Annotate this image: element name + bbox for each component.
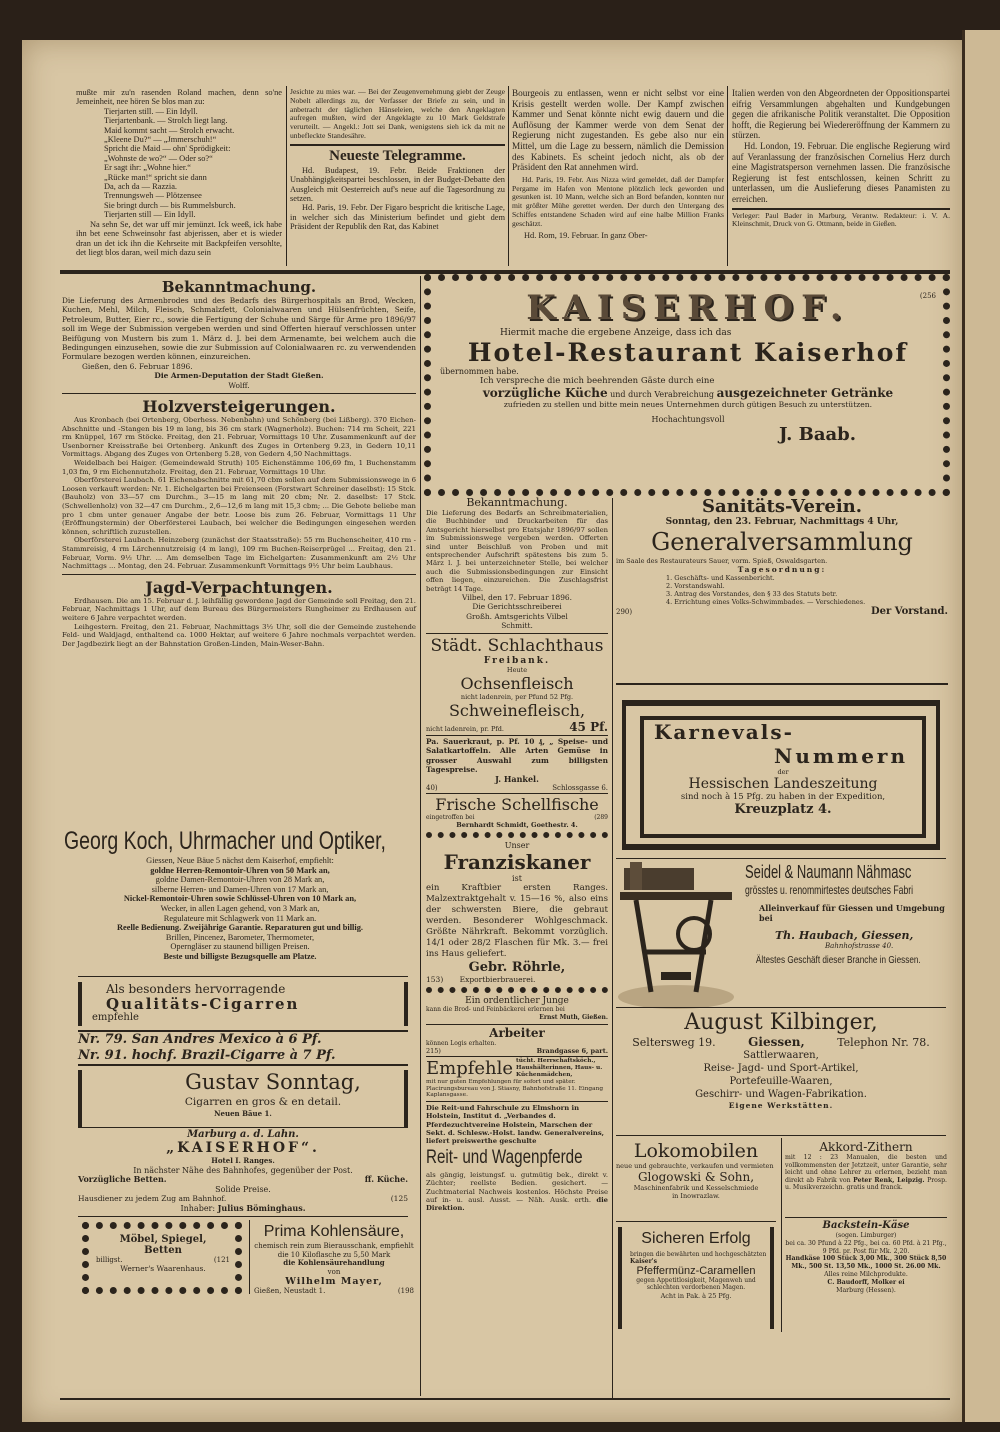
poem-line: Spricht die Maid — ohn' Sprödigkeit:	[104, 144, 231, 154]
poem	[76, 107, 282, 220]
ad-line: goldne Damen-Remontoir-Uhren von 28 Mark an,	[155, 875, 325, 885]
ad-text: die Kohlensäurehandlung	[283, 1258, 385, 1268]
ad-line: Portefeuille-Waaren,	[729, 1076, 833, 1087]
seidel-naumann-ad	[745, 862, 950, 966]
notice-date: Vilbel, den 17. Februar 1896.	[462, 593, 572, 603]
ad-text: Ich verspreche die mich beehrenden Gäste durch eine	[480, 376, 715, 386]
news-column-4	[732, 88, 950, 229]
ad-text: ff. Küche.	[364, 1174, 408, 1184]
ad-text: Die Reit-und Fahrschule zu Elmshorn in Holstein, Institut d. „Verbandes d. Pferdezuchtvereine Holstein, Marschen der Sekt. d. Schlesw.-Holst. landw. Generalvereins, liefert preiswerthe geschulte	[426, 1104, 605, 1145]
ad-owner: Julius Böminghaus.	[217, 1202, 306, 1213]
ad-title: Karnevals-	[654, 720, 794, 744]
ad-text: ein Kraftbier ersten Ranges. Malzextraktgehalt v. 15—16 %, also eins der schwersten Biere, die gebraut werden. Besonderer Wohlgeschmack. Größte Nährkraft. Bekommt vorzüglich. 14/1 oder 28/2 Flaschen für Mk. 3.— frei ins Haus geliefert.	[426, 883, 608, 960]
ad-line: Reise- Jagd- und Sport-Artikel,	[703, 1063, 859, 1074]
ad-product: Ochsenfleisch	[460, 673, 574, 693]
ad-text: (sogen. Limburger)	[835, 1232, 897, 1239]
ad-name: C. Baudorff, Molker ei	[827, 1278, 905, 1286]
notice-signature: Die Armen-Deputation der Stadt Gießen.	[154, 371, 324, 381]
news-column-2	[290, 88, 505, 232]
ad-text: Als besonders hervorragende	[106, 982, 286, 996]
ad-title: August Kilbinger,	[684, 1010, 878, 1035]
news-column-3	[512, 88, 724, 240]
notice-body: Die Lieferung des Bedarfs an Schreibmaterialien, die Buchbinder und Druckarbeiten für das Amtsgericht hierselbst pro Etatsjahr 1896/97 sollen im Submissionswege vergeben werden. Offerten sind unter Beischluß von Proben und mit entsprechender Aufschrift spätestens bis zum 5. März l. J. bei unterzeichneter Stelle, bei welcher auch die Submissionsbedingungen zur Einsicht offen liegen, einzureichen. Die Zuschlagsfrist beträgt 14 Tage.	[426, 509, 608, 593]
ad-title: Sicheren Erfolg	[641, 1230, 751, 1247]
ad-line: Beste und billigste Bezugsquelle am Platze.	[163, 951, 317, 961]
ad-text: Hausdiener zu jedem Zug am Bahnhof.	[78, 1194, 227, 1203]
ad-text: Werner's Waarenhaus.	[120, 1264, 206, 1273]
ad-text: ausgezeichneter Getränke	[716, 386, 894, 400]
ad-text: Prosp. u. Musikverzeichn. gratis und franck.	[785, 1176, 948, 1192]
ad-text: Exportbierbrauerei.	[459, 975, 536, 985]
kaese-ad	[785, 1220, 947, 1294]
ad-text: gegen Appetitlosigkeit, Magenweh und schlechten verdorbenen Magen.	[636, 1277, 756, 1292]
notice-signature: Die Gerichtsschreiberei	[472, 602, 562, 612]
ad-title: Qualitäts-Cigarren	[106, 995, 300, 1013]
ad-line: Nickel-Remontoir-Uhren sowie Schlüssel-Uhren von 10 Mark an,	[123, 894, 357, 904]
ad-subtitle: Generalversammlung	[651, 528, 913, 556]
ad-title: Betten	[144, 1245, 182, 1256]
ad-title: Prima Kohlensäure,	[263, 1223, 405, 1240]
news-text: Hd. Paris, 19. Febr. Aus Nizza wird gemeldet, daß der Dampfer Pergame im Hafen von Mentone plötzlich leck geworden und gesunken ist. 10 Mann, welche sich an Bord befanden, konnten nur mit größter Mühe gerettet werden. Der durch den Untergang des Schiffes entstandene Schaden wird auf eine halbe Million Franks geschätzt.	[512, 174, 724, 228]
ad-price: nicht ladenrein, per Pfund 52 Pfg.	[460, 692, 574, 701]
notice-signature: Großh. Amtsgerichts Vilbel	[466, 611, 568, 621]
next-page-edge	[962, 30, 1000, 1422]
ad-text: Handkäse 100 Stück 3,00 Mk., 300 Stück 8,50 Mk., 500 St. 13,50 Mk., 1000 St. 26.00 Mk.	[785, 1255, 947, 1271]
ad-address: Gießen, Neustadt 1.	[254, 1287, 326, 1296]
ad-address: Marburg (Hessen).	[836, 1286, 896, 1294]
poem-line: Trennungsweh — Plötzensee	[104, 191, 202, 201]
ad-text: Alleinverkauf für Giessen und Umgebung bei	[759, 903, 945, 923]
poem-line: Tierjarten still. — Ein Idyll.	[104, 106, 198, 116]
ad-signature: die Direktion.	[426, 1195, 608, 1212]
kohlensaeure-ad	[254, 1222, 414, 1296]
ad-text: übernommen habe.	[440, 367, 519, 376]
ad-text: Hochachtungsvoll	[651, 415, 725, 424]
ad-text: Alles reine Milchprodukte.	[824, 1270, 908, 1278]
notice-title: Bekanntmachung.	[161, 278, 317, 296]
ad-address: Schlossgasse 6.	[552, 784, 608, 793]
ad-text: zufrieden zu stellen und bitte mein neues Unternehmen durch gütigen Besuch zu unterstützen.	[503, 400, 873, 409]
ad-title: Städt. Schlachthaus	[430, 635, 604, 656]
ad-text: Eigene Werkstätten.	[728, 1101, 834, 1110]
ad-title: Arbeiter	[489, 1025, 545, 1040]
moebel-ad	[96, 1234, 230, 1273]
hunting-lease-entry: Erdhausen. Die am 15. Februar d. J. leihfällig gewordene Jagd der Gemeinde soll Freitag, den 21. Februar, Nachmittags 1 Uhr, auf dem Bureau des Bürgermeisters Rungheimer zu Erdhausen auf weitere 6 Jahre verpachtet werden.	[62, 596, 416, 622]
ad-number: 40)	[426, 784, 438, 793]
ad-address: Bahnhofstrasse 40.	[825, 942, 894, 950]
ad-name: Glogowski & Sohn,	[637, 1170, 755, 1184]
ad-text: neue und gebrauchte, verkaufen und vermieten	[616, 1162, 774, 1170]
poem-line: „Kleene Du?“ — „Jmmerschuh!“	[104, 135, 217, 145]
ad-title: Franziskaner	[443, 850, 591, 875]
ad-text: empfehle	[92, 1012, 139, 1023]
ad-number: (121	[213, 1256, 230, 1264]
ad-title: Reit- und Wagenpferde	[426, 1147, 583, 1169]
ad-price: 45 Pf.	[569, 719, 608, 734]
wood-auction-entry: Aus Kronbach (bei Ortenberg, Oberhess. Nebenbahn) und Schönberg (bei Lißberg). 370 Eichen-Abschnitte und -Stangen bis 19 m lang, bis 36 cm stark (Wagnerholz). Buchen: 714 rm Scheit, 221 rm Knüppel, 167 rm Stöcke. Freitag, den 21. Februar, Vormittags 10 Uhr. Zusammenkunft auf der Usenborner Kreisstraße bei Ortenberg. Ankunft des Zuges in Ortenberg 9.23, in Gedern 10,11 Vormittags. Abgang des Zuges von Ortenberg 5.28, von Gedern 4,50 Nachmittags.	[62, 416, 416, 459]
middle-ads-column	[426, 496, 608, 1212]
poem-line: Tierjartenbank. — Strolch liegt lang.	[104, 116, 228, 126]
ad-city: Giessen,	[748, 1035, 805, 1049]
koch-ad	[64, 826, 416, 962]
ad-text: Heute	[506, 665, 528, 674]
ad-title: Sanitäts-Verein.	[701, 496, 863, 517]
poem-line: Sie bringt durch — bis Rummelsburch.	[104, 200, 236, 210]
news-text: mußte mir zu'n rasenden Roland machen, denn so'ne Jemeinheit, nee hören Se blos man zu:	[76, 88, 282, 107]
ad-subtitle: grösstes u. renommirtestes deutsches Fabri	[745, 883, 914, 897]
wood-auction-list	[62, 416, 416, 571]
cigar-offer: Nr. 79. San Andres Mexico à 6 Pf.	[78, 1032, 322, 1047]
ad-title: Empfehle	[426, 1057, 514, 1079]
ad-text: Inhaber:	[180, 1203, 216, 1213]
ad-name: J. Hankel.	[495, 774, 539, 785]
sewing-machine-illustration	[616, 862, 741, 1012]
ad-line: Geschirr- und Wagen-Fabrikation.	[695, 1089, 867, 1100]
ad-phone: Telephon Nr. 78.	[837, 1036, 930, 1049]
ad-text: Hotel I. Ranges.	[211, 1156, 275, 1165]
ad-title: Georg Koch, Uhrmacher und Optiker,	[64, 827, 386, 855]
ad-text: im Saale des Restaurateurs Sauer, vorm. Spieß, Oswaldsgarten.	[616, 557, 828, 565]
ad-address: Kreuzplatz 4.	[734, 802, 832, 817]
cigar-offer: Nr. 91. hochf. Brazil-Cigarre à 7 Pf.	[78, 1048, 336, 1063]
ad-number: 290)	[616, 608, 633, 616]
ad-text: bringen die bewährten und hochgeschätzten	[630, 1251, 767, 1258]
ad-text: mit 12 : 23 Manualen, die besten und vollkommensten der Jetztzeit, unter Garantie, sehr leicht und ohne Lehrer zu erlernen, bezieht man direkt ab Fabrik von	[785, 1154, 947, 1184]
wood-auction-entry: Weidelbach bei Haiger. (Gemeindewald Struth) 105 Eichenstämme 106,69 fm, 1 Buchenstamm 1,03 fm, 9 rm Eichennutzholz. Freitag, den 21. Februar, Vormittags 10 Uhr.	[62, 459, 416, 476]
ad-text: In nächster Nähe des Bahnhofes, gegenüber der Post.	[133, 1165, 353, 1175]
karneval-ad	[640, 716, 926, 838]
ad-text: in Inowrazlaw.	[672, 1192, 720, 1200]
news-text: Italien werden von den Abgeordneten der Oppositionspartei eifrig Versammlungen abgehalten und Kundgebungen gegen die afrikanische Politik veranstaltet. Die Opposition hofft, die Regierung bei Wiedereröffnung der Kammern zu stürzen.	[732, 88, 950, 141]
ad-text: sind noch à 15 Pfg. zu haben in der Expedition,	[680, 792, 886, 802]
ad-text: vorzügliche Küche	[482, 386, 608, 400]
agenda-title: Tagesordnung:	[737, 565, 827, 574]
ad-text: Solide Preise.	[215, 1184, 271, 1194]
ad-brand: Kaiser's	[630, 1258, 657, 1265]
ad-text: Ältestes Geschäft dieser Branche in Giessen.	[755, 954, 921, 966]
imprint: Verleger: Paul Bader in Marburg, Verantw. Redakteur: i. V. A. Kleinschmit, Druck von G. Ottmann, beide in Gießen.	[732, 210, 950, 229]
ad-title: Ein ordentlicher Junge	[465, 996, 569, 1007]
ad-line: goldne Herren-Remontoir-Uhren von 50 Mark an,	[150, 865, 330, 875]
lokomobilen-ad	[616, 1140, 776, 1200]
ad-text: chemisch rein zum Bierausschank, empfiehlt die 10 Kiloflasche zu 5,50 Mark	[254, 1242, 414, 1259]
ad-text: Marburg a. d. Lahn.	[187, 1129, 299, 1140]
ad-title: Gustav Sonntag,	[185, 1070, 361, 1094]
hunting-lease-title: Jagd-Verpachtungen.	[145, 577, 333, 597]
ad-text: Vorzügliche Betten.	[78, 1174, 167, 1184]
ad-line: Regulateure mit Schlagwerk von 11 Mark an.	[163, 913, 317, 923]
poem-line: Er sagt ihr: „Wohne hier.“	[104, 163, 191, 173]
poem-line: „Wohnste de wo?“ — Oder so?“	[104, 153, 213, 163]
notice-title: Bekanntmachung.	[466, 496, 568, 509]
ad-title: Akkord-Zithern	[819, 1140, 913, 1154]
news-text: Bourgeois zu entlassen, wenn er nicht selbst vor eine Krisis gestellt werden wolle. Der Kampf zwischen Kammer und Senat könnte nicht ewig dauern und die Auflösung der Kammer werde von dem Senat der Regierung nicht zugestanden. Es gebe also nur ein Mittel, um die Lage zu bessern, nämlich die Demission des Kabinets. Es scheint jedoch nicht, als ob der Präsident den Rat annehmen wird.	[512, 88, 724, 173]
ad-title: KAISERHOF.	[526, 288, 850, 328]
ad-text: eingetroffen bei	[426, 814, 475, 822]
ad-subtitle: Hessischen Landeszeitung	[688, 776, 878, 792]
ad-number: (289	[594, 814, 608, 822]
ad-line: Reelle Bedienung. Zweijährige Garantie. Reparaturen gut und billig.	[117, 923, 363, 933]
notice-name: Wolff.	[228, 380, 250, 390]
ad-title: Möbel, Spiegel,	[119, 1234, 207, 1245]
ad-text: Pa. Sauerkraut, p. Pf. 10 ₰, „ Speise- und Salatkartoffeln. Alle Arten Gemüse in grosser Auswahl zum billigsten Tagespreise.	[426, 736, 608, 774]
agenda-list	[616, 574, 948, 606]
ad-text: als gängig, leistungsf. u. gutmütig bek., direkt v. Züchter; reellste Bedien. gesichert. — Zuchtmaterial Nachweis kostenlos. Höchste Preise auf in- u. ausl. Ausst. — Näh. Ausk. erth.	[426, 1171, 608, 1204]
news-text: Jesichte zu mies war. — Bei der Zeugenvernehmung giebt der Zeuge Nobelt allerdings zu, der Verfasser der Briefe zu sein, und in anbetracht der täglichen Hänseleien, welche den Angeklagten aufregen mußten, wird der Angeklagte zu 10 Mark Geldstrafe verurteilt. — Angekl.: Jott sei Dank, wenigstens sieh ick da mit ne unbefleckte Standesähre.	[290, 87, 505, 140]
cigar-offers	[78, 1030, 408, 1066]
ad-text: Unser	[504, 841, 530, 851]
left-ads-column	[62, 278, 416, 648]
sonntag-ad	[78, 1070, 408, 1128]
ad-text: Maschinenfabrik und Kesselschmiede	[633, 1184, 759, 1192]
ad-text: billigst.	[96, 1256, 123, 1264]
ad-title: Frische Schellfische	[435, 795, 599, 815]
ad-text: bei ca. 30 Pfund à 22 Pfg., bei ca. 60 Pfd. à 21 Pfg., 9 Pfd. pr. Post für Mk. 2,20.	[785, 1239, 947, 1255]
ad-text: und durch Verabreichung	[610, 390, 715, 399]
ad-address: Bernhardt Schmidt, Goethestr. 4.	[456, 821, 578, 830]
ad-price: Acht in Pak. à 25 Pfg.	[660, 1291, 732, 1300]
wood-auction-entry: Oberförsterei Laubach. 61 Eichenabschnitte mit 61,70 cbm sollen auf dem Submissionswege in 6 Loosen verkauft werden: Nr. 1. Eichelgarten bei Freienseen (Forstwart Schreiner daselbst): 15 Stck. (Bauholz) von 33—57 cm Durchm., 3—15 m lang mit 20 cbm; Nr. 2. daselbst: 17 Stck. (Schwellenholz) von 32—47 cm Durchm., 2,6—12,6 m lang mit 15,3 cbm; ... Die Gebote beliebe man pro 1 cbm unter genauer Angabe der betr. Loose bis zum 26. Februar, Vormittags 11 Uhr (Eröffnungstermin) der Oberförsterei Laubach, bei welcher die Bedingungen eingesehen werden können, schriftlich zuzustellen.	[62, 476, 416, 536]
telegrams-heading: Neueste Telegramme.	[329, 147, 466, 164]
wood-auction-entry: Oberförsterei Laubach. Heinzeberg (zunächst der Staatsstraße): 55 rm Buchenscheiter, 410 rm -Stammreisig, 4 rm Lärchennutzreisig (4 m lang), 109 rm Buchen-Reiserprügel ... Freitag, den 21. Februar, Vorm. 9½ Uhr. ... Am demselben Tage im Eichelgarten: Zusammenkunft am 2½ Uhr Nachmittags ... Montag, den 24. Februar. Zusammenkunft Vormittags 9½ Uhr beim Laubhaus.	[62, 536, 416, 571]
ad-text: Cigarren en gros & en detail.	[184, 1096, 342, 1108]
ad-text: Sonntag, den 23. Februar, Nachmittags 4 Uhr,	[665, 517, 899, 527]
ad-product: Schweinefleisch,	[448, 700, 586, 720]
ad-text: tücht. Herrschaftsköch., Haushälterinnen, Haus- u. Küchenmädchen,	[516, 1058, 603, 1078]
ad-text: der	[777, 768, 789, 776]
agenda-item: 1. Geschäfts- und Kassenbericht.	[666, 574, 775, 582]
ad-line: Brillen, Pincenez, Barometer, Thermometer,	[165, 932, 315, 942]
poem-line: Maid kommt sacht — Strolch erwacht.	[104, 125, 235, 135]
ad-signature: Der Vorstand.	[870, 606, 948, 617]
ad-subtitle: Hotel-Restaurant Kaiserhof	[467, 338, 909, 367]
ad-title: Seidel & Naumann Nähmasc	[745, 862, 912, 882]
poem-line: Tierjarten still — Ein Idyll.	[104, 210, 196, 220]
ad-line: Giessen, Neue Bäue 5 nächst dem Kaiserhof, empfiehlt:	[146, 856, 334, 865]
ad-name: Ernst Muth, Gießen.	[539, 1014, 608, 1022]
ad-title: Lokomobilen	[633, 1140, 759, 1162]
ad-text: Hiermit mache die ergebene Anzeige, dass ich das	[500, 328, 732, 338]
cigar-ad	[78, 982, 408, 1026]
ad-title: Backstein-Käse	[822, 1220, 910, 1231]
ad-address: Brandgasse 6, part.	[536, 1046, 608, 1055]
ad-name: Th. Haubach, Giessen,	[775, 929, 914, 942]
ad-name: Gebr. Röhrle,	[468, 960, 566, 976]
news-text: Hd. Rom, 19. Februar. In ganz Ober-	[524, 230, 648, 240]
news-text: Na sehn Se, det war uff mir jemünzt. Ick weeß, ick habe ihn bet eene Schweinsohr fast abjerissen, aber et is wieder dran un det ick ihn die Kehrseite mit Backpfeifen versohlte, det liegt blos daran, weil mich dazu sein	[76, 219, 282, 257]
ad-number: (256	[919, 292, 936, 300]
poem-line: Da, ach da — Razzia.	[104, 182, 178, 192]
sanitaets-verein-ad	[616, 496, 948, 617]
poem-line: „Rücke man!“ spricht sie dann	[104, 172, 207, 182]
kaiserhof-ad	[440, 288, 936, 445]
kilbinger-ad	[616, 1010, 946, 1110]
notice-signature: Schmitt.	[501, 621, 533, 631]
agenda-item: 4. Errichtung eines Volks-Schwimmbades. — Verschiedenes.	[666, 598, 866, 606]
news-column-1	[76, 88, 282, 257]
zither-ad	[785, 1140, 947, 1192]
telegram-item: Hd. Paris, 19. Febr. Der Figaro bespricht die kritische Lage, in welcher sich das Ministerium befindet und giebt dem Präsident der Republik den Rat, das Kabinet	[290, 203, 505, 232]
agenda-item: 3. Antrag des Vorstandes, den § 33 des Statuts betr.	[666, 590, 838, 598]
ad-line: Sattlerwaaren,	[743, 1050, 819, 1061]
ad-product: Pfeffermünz-Caramellen	[636, 1265, 756, 1277]
ad-number: 215)	[426, 1046, 441, 1055]
ad-line: Operngläser zu staunend billigen Preisen.	[170, 942, 310, 952]
ad-text: Freibank.	[483, 655, 551, 666]
erfolg-ad	[618, 1227, 774, 1329]
ad-signature: J. Baab.	[778, 424, 856, 445]
ad-title: „KAISERHOF“.	[166, 1140, 320, 1156]
ad-number: (125	[390, 1194, 408, 1203]
ad-address: Neuen Bäue 1.	[214, 1109, 272, 1118]
hunting-lease-entry: Leihgestern. Freitag, den 21. Februar, Nachmittags 3½ Uhr, soll die der Gemeinde zustehende Feld- und Waldjagd, enthaltend ca. 1000 Hektar, auf weitere 6 Jahre nochmals verpachtet werden. Der Jagdbezirk liegt an der Bahnstation Großen-Linden, Main-Weser-Bahn.	[62, 622, 416, 648]
hunting-lease-list	[62, 597, 416, 649]
ad-text: können Logis erhalten.	[426, 1039, 497, 1047]
notice-body: Die Lieferung des Armenbrodes und des Bedarfs des Bürgerhospitals an Brod, Wecken, Kuchen, Mehl, Milch, Fleisch, Schmalzfett, Colonialwaaren und Hülsenfrüchten, Seife, Petroleum, Butter, Eier rc., sowie die Fertigung der Schuhe und Särge für Arme pro 1896/97 soll im Wege der Submission vergeben werden und sind Offerten hierauf verschlossen unter Beifügung von Mustern bis zum 1. März d. J. bei dem Armenamte, bei welchem auch die Bedingungen einzusehen, sowie die zur Submission auf Colonialwaaren rc. zu verwendenden Formulare bezogen werden können, einzureichen.	[62, 296, 416, 362]
ad-text: mit nur guten Empfehlungen für sofort und später. Placirungsbureau von J. Stiasny, Bahnhofstraße 11. Eingang Kaplansgasse.	[426, 1078, 604, 1099]
agenda-item: 2. Vorstandswahl.	[666, 582, 725, 590]
ad-text: kann die Brod- und Feinbäckerei erlernen bei	[426, 1006, 565, 1014]
ad-text: Wilhelm Mayer,	[285, 1276, 383, 1288]
ad-title: Nummern	[774, 744, 908, 768]
ad-number: (198	[397, 1287, 414, 1296]
wood-auction-title: Holzversteigerungen.	[142, 397, 336, 417]
ad-address: Seltersweg 19.	[632, 1036, 716, 1049]
marburg-kaiserhof-ad	[78, 1129, 408, 1213]
ad-text: von	[327, 1267, 341, 1276]
notice-date: Gießen, den 6. Februar 1896.	[82, 361, 193, 371]
ad-price: nicht ladenrein, pr. Pfd.	[426, 724, 504, 733]
telegram-item: Hd. Budapest, 19. Febr. Beide Fraktionen der Unabhängigkeitspartei beschlossen, in der Budget-Debatte den Ausgleich mit Oesterreich auf's neue auf die Tagesordnung zu setzen.	[290, 165, 505, 203]
news-text: Hd. London, 19. Februar. Die englische Regierung wird auf Veranlassung der französischen Cornelius Herz durch eine Magistratsperson vernehmen lassen. Die französische Regierung ist fest entschlossen, keinen Schritt zu unterlassen, um die Auslieferung dieses Panamisten zu erreichen.	[732, 140, 950, 204]
ad-line: Wecker, in allen Lagen gehend, von 3 Mark an,	[160, 903, 320, 913]
ad-text: ist	[512, 874, 522, 884]
ad-name: Peter Renk, Leipzig.	[853, 1176, 925, 1184]
ad-line: silberne Herren- und Damen-Uhren von 17 Mark an,	[151, 884, 329, 894]
ad-number: 153)	[426, 975, 444, 985]
